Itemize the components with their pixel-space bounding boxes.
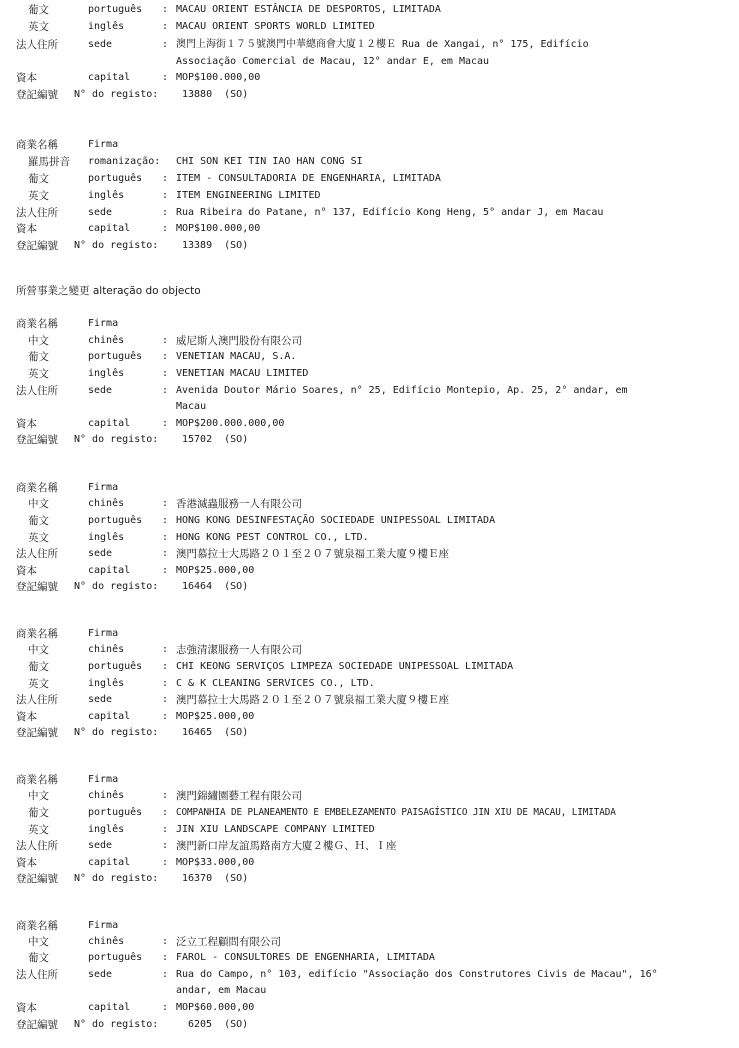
firma-label-pt: Firma xyxy=(88,774,119,785)
portugues-label-cn: 葡文 xyxy=(28,515,49,527)
chines-label-cn: 中文 xyxy=(28,790,49,802)
chines-value: 香港滅蟲服務一人有限公司 xyxy=(176,498,302,510)
ingles-label-cn: 英文 xyxy=(28,190,49,202)
firma-label-cn: 商業名稱 xyxy=(16,920,58,932)
capital-label-pt: capital xyxy=(88,565,131,576)
registo-label-cn: 登記編號 xyxy=(16,873,58,885)
registo-label-cn: 登記編號 xyxy=(16,89,58,101)
firma-label-cn: 商業名稱 xyxy=(16,628,58,640)
colon: : xyxy=(162,807,169,818)
firma-label-pt: Firma xyxy=(88,628,119,639)
ingles-label-pt: inglês xyxy=(88,532,125,543)
sede-label-pt: sede xyxy=(88,39,113,50)
colon: : xyxy=(162,515,169,526)
chines-label-cn: 中文 xyxy=(28,335,49,347)
registo-label-cn: 登記編號 xyxy=(16,434,58,446)
colon: : xyxy=(162,790,169,801)
colon: : xyxy=(162,857,169,868)
registo-label-cn: 登記編號 xyxy=(16,727,58,739)
firma-label-cn: 商業名稱 xyxy=(16,318,58,330)
sede-label-pt: sede xyxy=(88,840,113,851)
colon: : xyxy=(162,223,169,234)
chines-value: 志強清潔服務一人有限公司 xyxy=(176,644,302,656)
capital-value: MOP$100.000,00 xyxy=(176,223,261,234)
portugues-value: FAROL - CONSULTORES DE ENGENHARIA, LIMITADA xyxy=(176,952,435,963)
sede-value: Rua Ribeira do Patane, n° 137, Edifício Kong Heng, 5° andar J, em Macau xyxy=(176,207,604,218)
sede-label-cn: 法人住所 xyxy=(16,207,58,219)
capital-label-cn: 資本 xyxy=(16,418,37,430)
registo-label-pt: N° do registo: xyxy=(74,727,159,738)
colon: : xyxy=(162,207,169,218)
ingles-value: VENETIAN MACAU LIMITED xyxy=(176,368,309,379)
chines-label-pt: chinês xyxy=(88,335,125,346)
portugues-label-pt: português xyxy=(88,515,143,526)
chines-label-cn: 中文 xyxy=(28,936,49,948)
capital-value: MOP$60.000,00 xyxy=(176,1002,255,1013)
colon: : xyxy=(162,711,169,722)
chines-label-pt: chinês xyxy=(88,498,125,509)
colon: : xyxy=(162,532,169,543)
sede-value: 澳門上海街１７５號澳門中華總商會大廈１２樓Ｅ Rua de Xangai, n° 175, Edifício xyxy=(176,39,589,50)
sede-value-cont: andar, em Macau xyxy=(176,985,267,996)
registo-value: 16370 (SO) xyxy=(182,873,249,884)
registo-value: 6205 (SO) xyxy=(188,1019,249,1030)
firma-label-cn: 商業名稱 xyxy=(16,139,58,151)
registo-label-pt: N° do registo: xyxy=(74,1019,159,1030)
capital-value: MOP$33.000,00 xyxy=(176,857,255,868)
registo-label-cn: 登記編號 xyxy=(16,581,58,593)
sede-label-cn: 法人住所 xyxy=(16,39,58,51)
colon: : xyxy=(162,952,169,963)
registo-label-pt: N° do registo: xyxy=(74,89,159,100)
ingles-label-cn: 英文 xyxy=(28,368,49,380)
registo-value: 15702 (SO) xyxy=(182,434,249,445)
portugues-label-cn: 葡文 xyxy=(28,807,49,819)
colon: : xyxy=(162,678,169,689)
portugues-label-cn: 葡文 xyxy=(28,351,49,363)
sede-label-cn: 法人住所 xyxy=(16,385,58,397)
section-heading: 所營事業之變更 alteração do objecto xyxy=(16,285,201,297)
colon: : xyxy=(162,840,169,851)
colon: : xyxy=(162,565,169,576)
firma-label-pt: Firma xyxy=(88,482,119,493)
ingles-label-cn: 英文 xyxy=(28,21,49,33)
capital-value: MOP$200.000.000,00 xyxy=(176,418,285,429)
registo-label-pt: N° do registo: xyxy=(74,873,159,884)
registo-value: 13880 (SO) xyxy=(182,89,249,100)
portugues-label-pt: português xyxy=(88,173,143,184)
ingles-label-pt: inglês xyxy=(88,824,125,835)
chines-label-pt: chinês xyxy=(88,936,125,947)
chines-label-pt: chinês xyxy=(88,790,125,801)
chines-value: 澳門錦繡園藝工程有限公司 xyxy=(176,790,302,802)
ingles-value: MACAU ORIENT SPORTS WORLD LIMITED xyxy=(176,21,375,32)
colon: : xyxy=(162,368,169,379)
colon: : xyxy=(162,21,169,32)
registo-value: 13389 (SO) xyxy=(182,240,249,251)
sede-label-pt: sede xyxy=(88,385,113,396)
colon: : xyxy=(162,1002,169,1013)
colon: : xyxy=(162,190,169,201)
sede-value: Rua do Campo, n° 103, edifício "Associação dos Construtores Civis de Macau", 16° xyxy=(176,969,658,980)
portugues-label-pt: português xyxy=(88,351,143,362)
sede-value: 澳門慕拉士大馬路２０１至２０７號泉福工業大廈９樓Ｅ座 xyxy=(176,694,449,706)
ingles-label-pt: inglês xyxy=(88,678,125,689)
colon: : xyxy=(162,173,169,184)
ingles-value: JIN XIU LANDSCAPE COMPANY LIMITED xyxy=(176,824,375,835)
capital-value: MOP$25.000,00 xyxy=(176,711,255,722)
colon: : xyxy=(162,498,169,509)
capital-label-cn: 資本 xyxy=(16,1002,37,1014)
sede-value-cont: Associação Comercial de Macau, 12° andar E, em Macau xyxy=(176,56,490,67)
portugues-label-pt: português xyxy=(88,661,143,672)
registo-label-pt: N° do registo: xyxy=(74,434,159,445)
sede-label-cn: 法人住所 xyxy=(16,969,58,981)
colon: : xyxy=(162,385,169,396)
ingles-value: HONG KONG PEST CONTROL CO., LTD. xyxy=(176,532,369,543)
firma-label-pt: Firma xyxy=(88,920,119,931)
chines-label-cn: 中文 xyxy=(28,498,49,510)
portugues-value: CHI KEONG SERVIÇOS LIMPEZA SOCIEDADE UNIPESSOAL LIMITADA xyxy=(176,661,514,672)
registo-value: 16465 (SO) xyxy=(182,727,249,738)
portugues-label-cn: 葡文 xyxy=(28,952,49,964)
portugues-label-pt: português xyxy=(88,807,143,818)
colon: : xyxy=(162,72,169,83)
registo-label-cn: 登記編號 xyxy=(16,1019,58,1031)
registo-label-pt: N° do registo: xyxy=(74,581,159,592)
sede-label-cn: 法人住所 xyxy=(16,548,58,560)
sede-label-cn: 法人住所 xyxy=(16,694,58,706)
sede-value: 澳門慕拉士大馬路２０１至２０７號泉福工業大廈９樓Ｅ座 xyxy=(176,548,449,560)
chines-label-pt: chinês xyxy=(88,644,125,655)
chines-value: 泛立工程顧問有限公司 xyxy=(176,936,281,948)
portugues-value: HONG KONG DESINFESTAÇÃO SOCIEDADE UNIPESSOAL LIMITADA xyxy=(176,515,496,526)
capital-label-cn: 資本 xyxy=(16,565,37,577)
registo-value: 16464 (SO) xyxy=(182,581,249,592)
registo-label-pt: N° do registo: xyxy=(74,240,159,251)
capital-label-pt: capital xyxy=(88,857,131,868)
colon: : xyxy=(162,661,169,672)
colon: : xyxy=(162,936,169,947)
ingles-label-cn: 英文 xyxy=(28,824,49,836)
colon: : xyxy=(162,39,169,50)
portugues-value: ITEM - CONSULTADORIA DE ENGENHARIA, LIMITADA xyxy=(176,173,441,184)
ingles-label-pt: inglês xyxy=(88,368,125,379)
romanizacao-label-cn: 羅馬拼音 xyxy=(28,156,70,168)
portugues-label-cn: 葡文 xyxy=(28,4,49,16)
sede-value: 澳門新口岸友誼馬路南方大廈２樓Ｇ、Ｈ、Ｉ座 xyxy=(176,840,397,852)
capital-label-pt: capital xyxy=(88,223,131,234)
ingles-label-pt: inglês xyxy=(88,21,125,32)
colon: : xyxy=(162,4,169,15)
firma-label-cn: 商業名稱 xyxy=(16,774,58,786)
colon: : xyxy=(162,335,169,346)
sede-label-pt: sede xyxy=(88,548,113,559)
capital-label-pt: capital xyxy=(88,711,131,722)
romanizacao-value: CHI SON KEI TIN IAO HAN CONG SI xyxy=(176,156,363,167)
ingles-label-cn: 英文 xyxy=(28,532,49,544)
sede-label-pt: sede xyxy=(88,694,113,705)
portugues-label-cn: 葡文 xyxy=(28,173,49,185)
capital-value: MOP$100.000,00 xyxy=(176,72,261,83)
portugues-label-pt: português xyxy=(88,4,143,15)
portugues-label-pt: português xyxy=(88,952,143,963)
ingles-value: ITEM ENGINEERING LIMITED xyxy=(176,190,321,201)
sede-label-pt: sede xyxy=(88,207,113,218)
portugues-value: VENETIAN MACAU, S.A. xyxy=(176,351,297,362)
portugues-label-cn: 葡文 xyxy=(28,661,49,673)
ingles-value: C & K CLEANING SERVICES CO., LTD. xyxy=(176,678,375,689)
colon: : xyxy=(162,969,169,980)
sede-label-pt: sede xyxy=(88,969,113,980)
capital-label-pt: capital xyxy=(88,1002,131,1013)
chines-label-cn: 中文 xyxy=(28,644,49,656)
capital-label-cn: 資本 xyxy=(16,711,37,723)
firma-label-cn: 商業名稱 xyxy=(16,482,58,494)
firma-label-pt: Firma xyxy=(88,139,119,150)
colon: : xyxy=(162,548,169,559)
registo-label-cn: 登記編號 xyxy=(16,240,58,252)
portugues-value: COMPANHIA DE PLANEAMENTO E EMBELEZAMENTO PAISAGÍSTICO JIN XIU DE MACAU, LIMITADA xyxy=(176,807,616,818)
colon: : xyxy=(162,644,169,655)
capital-label-cn: 資本 xyxy=(16,223,37,235)
colon: : xyxy=(162,351,169,362)
capital-label-cn: 資本 xyxy=(16,72,37,84)
firma-label-pt: Firma xyxy=(88,318,119,329)
colon: : xyxy=(162,418,169,429)
capital-value: MOP$25.000,00 xyxy=(176,565,255,576)
sede-value-cont: Macau xyxy=(176,401,207,412)
capital-label-pt: capital xyxy=(88,72,131,83)
sede-label-cn: 法人住所 xyxy=(16,840,58,852)
capital-label-cn: 資本 xyxy=(16,857,37,869)
portugues-value: MACAU ORIENT ESTÂNCIA DE DESPORTOS, LIMITADA xyxy=(176,4,441,15)
ingles-label-cn: 英文 xyxy=(28,678,49,690)
sede-value: Avenida Doutor Mário Soares, n° 25, Edifício Montepio, Ap. 25, 2° andar, em xyxy=(176,385,628,396)
colon: : xyxy=(162,824,169,835)
capital-label-pt: capital xyxy=(88,418,131,429)
chines-value: 威尼斯人澳門股份有限公司 xyxy=(176,335,302,347)
romanizacao-label-pt: romanização: xyxy=(88,156,161,167)
ingles-label-pt: inglês xyxy=(88,190,125,201)
colon: : xyxy=(162,694,169,705)
